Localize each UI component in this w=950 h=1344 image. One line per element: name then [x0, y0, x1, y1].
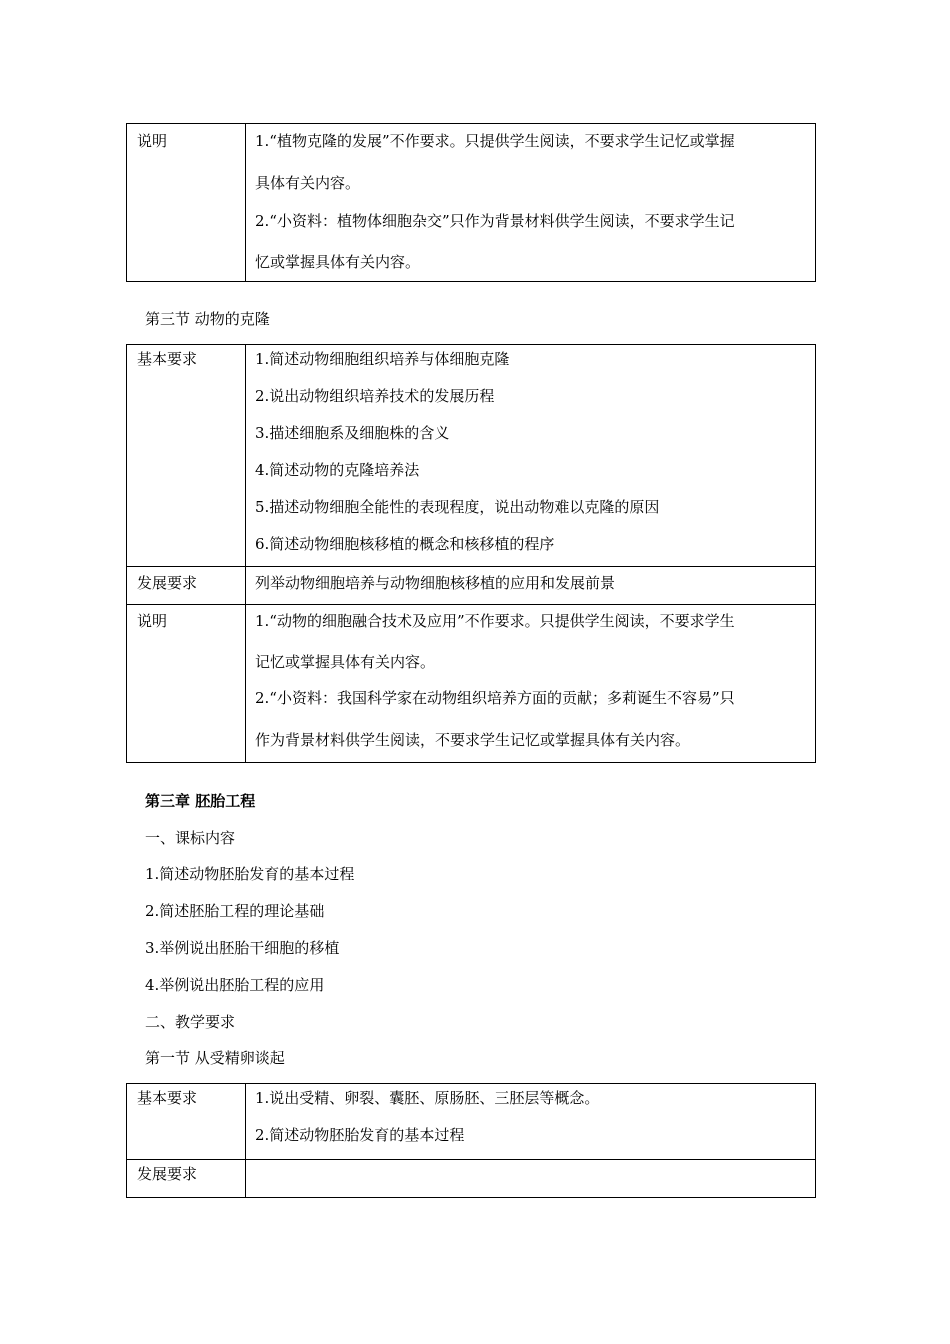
table-row	[127, 605, 816, 763]
label-text: 说明	[137, 132, 168, 150]
list-item: 3.举例说出胚胎干细胞的移植	[145, 939, 340, 957]
content-line: 记忆或掌握具体有关内容。	[255, 653, 436, 671]
content-line: 4.简述动物的克隆培养法	[255, 461, 420, 479]
row-label	[127, 1084, 246, 1160]
row-label	[127, 567, 246, 605]
table-row	[127, 1084, 816, 1160]
section-title: 第三节 动物的克隆	[145, 310, 270, 328]
label-text: 发展要求	[137, 574, 198, 592]
content-line: 2.“小资料：植物体细胞杂交”只作为背景材料供学生阅读，不要求学生记	[255, 212, 735, 230]
content-line: 1.说出受精、卵裂、囊胚、原肠胚、三胚层等概念。	[255, 1089, 600, 1107]
chapter-title: 第三章 胚胎工程	[145, 792, 256, 810]
content-line: 2.说出动物组织培养技术的发展历程	[255, 387, 495, 405]
row-content	[246, 1084, 816, 1160]
content-line: 1.简述动物细胞组织培养与体细胞克隆	[255, 350, 510, 368]
table-row	[127, 567, 816, 605]
content-line: 1.“植物克隆的发展”不作要求。只提供学生阅读，不要求学生记忆或掌握	[255, 132, 735, 150]
part-heading: 一、课标内容	[145, 829, 236, 847]
content-line: 具体有关内容。	[255, 174, 361, 192]
list-item: 2.简述胚胎工程的理论基础	[145, 902, 325, 920]
table-row	[127, 345, 816, 567]
table-fertilization-requirements	[126, 1083, 816, 1198]
content-line: 2.简述动物胚胎发育的基本过程	[255, 1126, 465, 1144]
row-label	[127, 1160, 246, 1198]
label-text: 基本要求	[137, 1089, 198, 1107]
content-line: 6.简述动物细胞核移植的概念和核移植的程序	[255, 535, 555, 553]
content-line: 5.描述动物细胞全能性的表现程度，说出动物难以克隆的原因	[255, 498, 660, 516]
list-item: 4.举例说出胚胎工程的应用	[145, 976, 325, 994]
row-content	[246, 345, 816, 567]
content-line: 忆或掌握具体有关内容。	[255, 253, 421, 271]
label-text: 发展要求	[137, 1165, 198, 1183]
content-line: 3.描述细胞系及细胞株的含义	[255, 424, 450, 442]
list-item: 1.简述动物胚胎发育的基本过程	[145, 865, 355, 883]
row-content	[246, 124, 816, 282]
label-text: 基本要求	[137, 350, 198, 368]
table-row	[127, 124, 816, 282]
row-content	[246, 567, 816, 605]
part-heading: 二、教学要求	[145, 1013, 236, 1031]
content-line: 作为背景材料供学生阅读，不要求学生记忆或掌握具体有关内容。	[255, 731, 691, 749]
content-line: 2.“小资料：我国科学家在动物组织培养方面的贡献；多莉诞生不容易”只	[255, 689, 735, 707]
row-label	[127, 124, 246, 282]
section-title: 第一节 从受精卵谈起	[145, 1049, 285, 1067]
row-label	[127, 345, 246, 567]
row-content	[246, 605, 816, 763]
label-text: 说明	[137, 612, 168, 630]
content-line: 列举动物细胞培养与动物细胞核移植的应用和发展前景	[255, 574, 616, 592]
row-label	[127, 605, 246, 763]
content-line: 1.“动物的细胞融合技术及应用”不作要求。只提供学生阅读，不要求学生	[255, 612, 735, 630]
table-row	[127, 1160, 816, 1198]
table-plant-clone-notes	[126, 123, 816, 282]
row-content-empty	[246, 1160, 816, 1198]
table-animal-clone-requirements	[126, 344, 816, 763]
